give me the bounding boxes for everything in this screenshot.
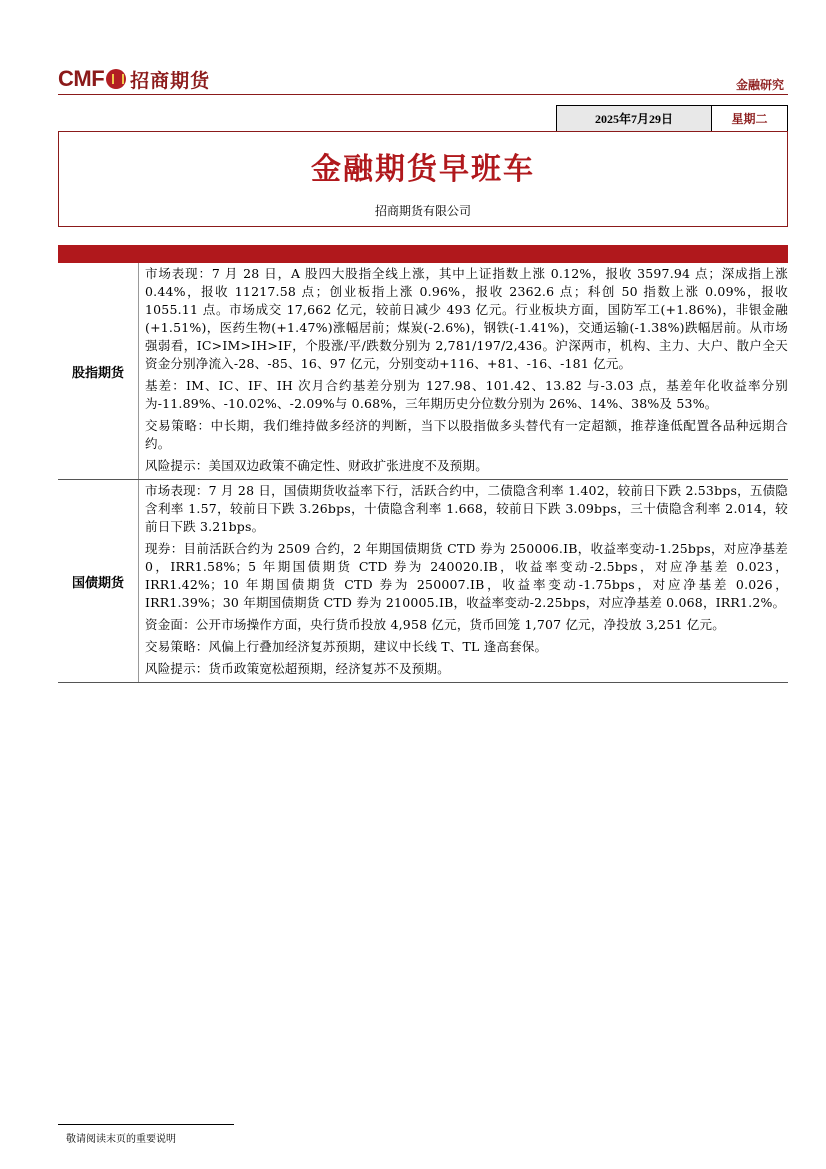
section-label: 国债期货 — [58, 480, 139, 683]
paragraph: 交易策略：风偏上行叠加经济复苏预期，建议中长线 T、TL 逢高套保。 — [145, 639, 548, 654]
footer-note: 敬请阅读末页的重要说明 — [66, 1134, 176, 1145]
paragraph: 资金面：公开市场操作方面，央行货币投放 4,958 亿元，货币回笼 1,707 亿元，净投放 3,251 亿元。 — [145, 617, 725, 632]
title-box — [58, 131, 788, 227]
company-name: 招商期货有限公司 — [374, 204, 471, 218]
paragraph: 基差：IM、IC、IF、IH 次月合约基差分别为 127.98、101.42、13.82 与-3.03 点，基差年化收益率分别为-11.89%、-10.02%、-2.09%与 0.68%，三年期历史分位数分别为 26%、14%、38%及 53%。 — [145, 378, 788, 411]
company-logo — [58, 66, 210, 92]
table-row — [58, 480, 788, 683]
paragraph: 市场表现：7 月 28 日，A 股四大股指全线上涨，其中上证指数上涨 0.12%，报收 3597.94 点；深成指上涨 0.44%，报收 11217.58 点；创业板指上涨 0.96%，报收 2362.6 点；科创 50 指数上涨 0.09%，报收 1055.11 点。市场成交 17,662 亿元，较前日减少 493 亿元。行业板块方面，国防军工(+1.86%)，非银金融(+1.51%)，医药生物(+1.47%)涨幅居前；煤炭(-2.6%)，钢铁(-1.41%)，交通运输(-1.38%)跌幅居前。从市场强弱看，IC>IM>IH>IF，个股涨/平/跌数分别为 2,781/197/2,436。沪深两市，机构、主力、大户、散户全天资金分别净流入-28、-85、16、97 亿元，分别变动+116、+81、-16、-181 亿元。 — [145, 266, 788, 371]
section-header-bar — [58, 245, 788, 263]
section-label: 股指期货 — [58, 263, 139, 480]
paragraph: 交易策略：中长期，我们维持做多经济的判断，当下以股指做多头替代有一定超额，推荐逢低配置各品种远期合约。 — [145, 418, 788, 451]
page-header — [58, 64, 788, 96]
paragraph: 现券：目前活跃合约为 2509 合约，2 年期国债期货 CTD 券为 250006.IB，收益率变动-1.25bps，对应净基差 0，IRR1.58%；5 年期国债期货 CTD 券为 240020.IB，收益率变动-2.5bps，对应净基差 0.023，IRR1.42%；10 年期国债期货 CTD 券为 250007.IB，收益率变动-1.75bps，对应净基差 0.026，IRR1.39%；30 年期国债期货 CTD 券为 210005.IB，收益率变动-2.25bps，对应净基差 0.068，IRR1.2%。 — [145, 541, 788, 610]
footer-divider — [58, 1124, 234, 1125]
section-body — [139, 263, 789, 480]
paragraph: 风险提示：货币政策宽松超预期，经济复苏不及预期。 — [145, 661, 450, 676]
report-weekday: 星期二 — [712, 105, 788, 131]
paragraph: 风险提示：美国双边政策不确定性、财政扩张进度不及预期。 — [145, 458, 488, 473]
header-divider — [58, 94, 788, 95]
logo-cmf-text: CMF — [58, 66, 105, 91]
paragraph: 市场表现：7 月 28 日，国债期货收益率下行，活跃合约中，二债隐含利率 1.402，较前日下跌 2.53bps，五债隐含利率 1.57，较前日下跌 3.26bps，十债隐含利率 1.668，较前日下跌 3.09bps，三十债隐含利率 2.014，较前日下跌 3.21bps。 — [145, 483, 788, 534]
logo-cn-text: 招商期货 — [130, 69, 211, 92]
table-row — [58, 263, 788, 480]
content-table — [58, 263, 788, 683]
section-tag: 金融研究 — [735, 78, 784, 92]
logo-badge-icon — [106, 69, 126, 89]
section-body — [139, 480, 789, 683]
report-date: 2025年7月29日 — [556, 105, 712, 131]
page-title: 金融期货早班车 — [311, 152, 535, 187]
date-row — [556, 105, 788, 131]
